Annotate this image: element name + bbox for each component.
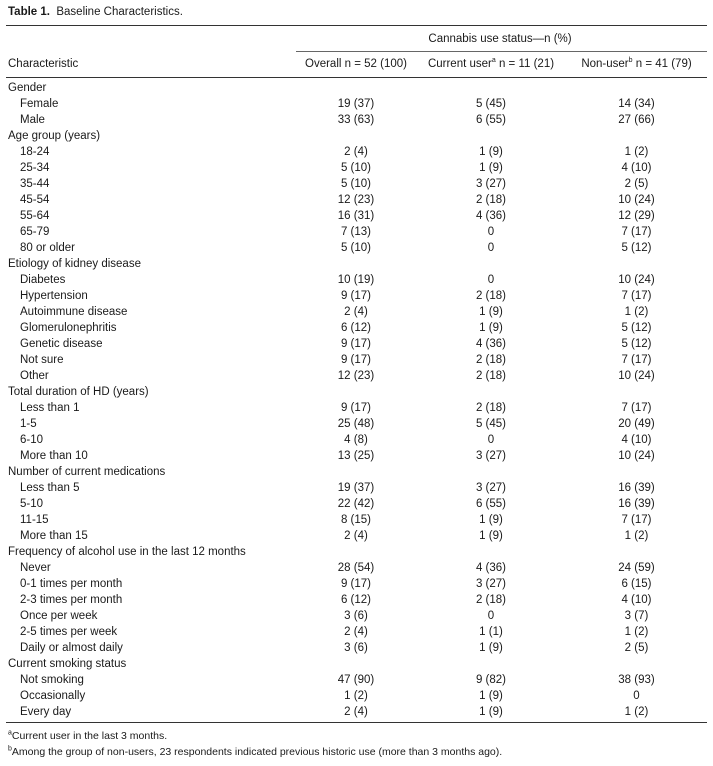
non-user-value — [566, 544, 707, 560]
overall-value: 2 (4) — [344, 530, 368, 542]
table-row — [6, 272, 707, 288]
row-label: 5-10 — [20, 498, 44, 510]
footnote-a — [8, 730, 167, 742]
overall-value — [296, 128, 416, 144]
section-label: Age group (years) — [8, 130, 101, 142]
row-label: 6-10 — [20, 434, 44, 446]
row-label: 2-3 times per month — [20, 594, 123, 606]
row-label: 25-34 — [20, 162, 50, 174]
overall-value: 2 (4) — [344, 626, 368, 638]
overall-value: 47 (90) — [337, 674, 375, 686]
table-row — [6, 592, 707, 608]
table-row — [6, 96, 707, 112]
row-label: 1-5 — [20, 418, 37, 430]
table-row — [6, 608, 707, 624]
row-label: Genetic disease — [20, 338, 103, 350]
non-user-value: 2 (5) — [624, 178, 649, 190]
overall-value — [296, 464, 416, 480]
row-label: 2-5 times per week — [20, 626, 118, 638]
non-user-value: 14 (34) — [618, 98, 655, 110]
current-user-value: 1 (9) — [479, 322, 503, 334]
table-row — [6, 112, 707, 128]
non-user-value — [566, 384, 707, 400]
current-user-value: 2 (18) — [475, 370, 507, 382]
row-label: Diabetes — [20, 274, 66, 286]
current-user-value — [416, 80, 566, 96]
current-user-value: 9 (82) — [475, 674, 507, 686]
overall-value: 9 (17) — [340, 402, 372, 414]
overall-value — [296, 656, 416, 672]
overall-value: 8 (15) — [340, 514, 372, 526]
row-label: Hypertension — [20, 290, 88, 302]
table-row — [6, 176, 707, 192]
non-user-value: 27 (66) — [618, 114, 655, 126]
column-header-current-user — [416, 58, 566, 70]
non-user-value: 1 (2) — [624, 530, 649, 542]
non-user-value: 1 (2) — [624, 146, 649, 158]
non-user-value: 5 (12) — [621, 338, 652, 350]
non-user-value: 1 (2) — [624, 306, 649, 318]
table-row — [6, 368, 707, 384]
current-user-value: 1 (9) — [479, 530, 503, 542]
table-row — [6, 672, 707, 688]
row-label: Occasionally — [20, 690, 86, 702]
table-row — [6, 144, 707, 160]
non-user-value: 4 (10) — [621, 162, 652, 174]
row-label: Never — [20, 562, 51, 574]
overall-value: 28 (54) — [337, 562, 375, 574]
section-label: Total duration of HD (years) — [8, 386, 149, 398]
current-user-value: 0 — [487, 434, 495, 446]
overall-value: 9 (17) — [340, 578, 372, 590]
non-user-value: 4 (10) — [621, 594, 652, 606]
non-user-value — [566, 80, 707, 96]
current-user-value: 4 (36) — [475, 338, 507, 350]
non-user-value: 4 (10) — [621, 434, 652, 446]
group-header: Cannabis use status—n (%) — [428, 33, 572, 45]
overall-value: 4 (8) — [344, 434, 368, 446]
current-user-value — [416, 656, 566, 672]
current-user-value: 1 (1) — [479, 626, 503, 638]
table-row — [6, 400, 707, 416]
non-user-value: 10 (24) — [618, 274, 655, 286]
non-user-value: 16 (39) — [618, 482, 655, 494]
non-user-value: 10 (24) — [618, 194, 655, 206]
row-label: Once per week — [20, 610, 98, 622]
current-user-value: 3 (27) — [475, 578, 507, 590]
current-user-label: Current user — [427, 58, 492, 70]
row-label: 18-24 — [20, 146, 50, 158]
overall-value — [296, 544, 416, 560]
top-rule — [6, 25, 707, 26]
table-row — [6, 512, 707, 528]
section-label: Number of current medications — [8, 466, 166, 478]
table-row — [6, 448, 707, 464]
current-user-value: 2 (18) — [475, 402, 507, 414]
table-row — [6, 480, 707, 496]
current-user-value: 1 (9) — [479, 514, 503, 526]
row-label: 45-54 — [20, 194, 50, 206]
non-user-count: n = 41 (79) — [632, 58, 692, 70]
row-label: 80 or older — [20, 242, 75, 254]
overall-value: 3 (6) — [344, 610, 368, 622]
row-label: 65-79 — [20, 226, 50, 238]
table-number: Table 1. — [8, 6, 50, 18]
footnote-b-text: Among the group of non-users, 23 respondents indicated previous historic use (more than 3 months ago). — [11, 746, 503, 758]
current-user-value: 3 (27) — [475, 450, 507, 462]
row-label: Not sure — [20, 354, 64, 366]
non-user-value: 5 (12) — [621, 322, 652, 334]
current-user-value: 1 (9) — [479, 146, 503, 158]
overall-value — [296, 256, 416, 272]
overall-value: 9 (17) — [340, 338, 372, 350]
table-row — [6, 192, 707, 208]
overall-value: 25 (48) — [337, 418, 375, 430]
table-caption: Baseline Characteristics. — [56, 6, 183, 18]
non-user-value — [566, 128, 707, 144]
overall-value: 9 (17) — [340, 290, 372, 302]
row-label: Male — [20, 114, 45, 126]
group-header-rule — [296, 51, 707, 52]
current-user-value — [416, 544, 566, 560]
current-user-value — [416, 128, 566, 144]
non-user-value: 38 (93) — [618, 674, 655, 686]
overall-value: 10 (19) — [337, 274, 375, 286]
row-label: Less than 1 — [20, 402, 80, 414]
table-row — [6, 560, 707, 576]
table-row — [6, 640, 707, 656]
current-user-footnote-mark: a — [491, 57, 496, 65]
section-row — [6, 80, 707, 96]
section-row — [6, 544, 707, 560]
footnote-a-mark: a — [8, 729, 12, 737]
row-label: More than 15 — [20, 530, 88, 542]
table-row — [6, 320, 707, 336]
overall-value: 9 (17) — [340, 354, 372, 366]
non-user-label: Non-user — [581, 58, 629, 70]
non-user-value: 10 (24) — [618, 450, 655, 462]
non-user-value: 3 (7) — [624, 610, 649, 622]
bottom-rule — [6, 722, 707, 723]
section-label: Etiology of kidney disease — [8, 258, 141, 270]
non-user-value: 5 (12) — [621, 242, 652, 254]
non-user-value: 12 (29) — [618, 210, 655, 222]
non-user-value: 1 (2) — [624, 706, 649, 718]
current-user-value — [416, 464, 566, 480]
current-user-value: 5 (45) — [475, 418, 507, 430]
current-user-count: n = 11 (21) — [495, 58, 555, 70]
row-label: 55-64 — [20, 210, 50, 222]
current-user-value: 5 (45) — [475, 98, 507, 110]
overall-value: 2 (4) — [344, 146, 368, 158]
row-label: Not smoking — [20, 674, 84, 686]
row-label: Every day — [20, 706, 72, 718]
non-user-value: 16 (39) — [618, 498, 655, 510]
column-header-overall: Overall n = 52 (100) — [305, 58, 407, 70]
current-user-value: 1 (9) — [479, 690, 503, 702]
overall-value — [296, 384, 416, 400]
footnote-b — [8, 746, 502, 758]
non-user-value: 7 (17) — [621, 354, 652, 366]
overall-value: 33 (63) — [337, 114, 375, 126]
overall-value: 19 (37) — [337, 482, 375, 494]
overall-value: 6 (12) — [340, 322, 372, 334]
non-user-value — [566, 256, 707, 272]
current-user-value: 0 — [487, 242, 495, 254]
non-user-value — [566, 656, 707, 672]
overall-value — [296, 80, 416, 96]
row-label: Female — [20, 98, 59, 110]
row-label: 0-1 times per month — [20, 578, 123, 590]
section-label: Frequency of alcohol use in the last 12 months — [8, 546, 246, 558]
column-header-non-user — [566, 58, 707, 70]
current-user-value — [416, 256, 566, 272]
current-user-value: 4 (36) — [475, 210, 507, 222]
overall-value: 5 (10) — [340, 178, 372, 190]
section-row — [6, 656, 707, 672]
current-user-value: 1 (9) — [479, 642, 503, 654]
current-user-value: 3 (27) — [475, 482, 507, 494]
overall-value: 12 (23) — [337, 194, 375, 206]
table-row — [6, 688, 707, 704]
section-row — [6, 256, 707, 272]
non-user-value: 24 (59) — [618, 562, 655, 574]
current-user-value: 6 (55) — [475, 498, 507, 510]
non-user-value: 7 (17) — [621, 226, 652, 238]
non-user-value: 2 (5) — [624, 642, 649, 654]
table-title — [8, 6, 183, 18]
table-row — [6, 160, 707, 176]
current-user-value: 0 — [487, 274, 495, 286]
current-user-value — [416, 384, 566, 400]
section-row — [6, 384, 707, 400]
overall-value: 5 (10) — [340, 242, 372, 254]
table-row — [6, 416, 707, 432]
section-row — [6, 464, 707, 480]
table-body — [6, 80, 707, 720]
table-row — [6, 624, 707, 640]
overall-value: 19 (37) — [337, 98, 375, 110]
table-row — [6, 576, 707, 592]
row-label: 11-15 — [20, 514, 49, 526]
current-user-value: 1 (9) — [479, 706, 503, 718]
footnote-b-mark: b — [8, 745, 12, 753]
non-user-value — [566, 464, 707, 480]
overall-value: 3 (6) — [344, 642, 368, 654]
row-label: Autoimmune disease — [20, 306, 128, 318]
non-user-value: 7 (17) — [621, 290, 652, 302]
current-user-value: 2 (18) — [475, 354, 507, 366]
non-user-value: 0 — [633, 690, 640, 702]
overall-value: 6 (12) — [340, 594, 372, 606]
section-label: Gender — [8, 82, 47, 94]
section-row — [6, 128, 707, 144]
row-label: More than 10 — [20, 450, 88, 462]
column-header-characteristic: Characteristic — [8, 58, 79, 70]
section-label: Current smoking status — [8, 658, 127, 670]
current-user-value: 1 (9) — [479, 306, 503, 318]
row-label: Less than 5 — [20, 482, 80, 494]
overall-value: 1 (2) — [344, 690, 368, 702]
overall-value: 2 (4) — [344, 306, 368, 318]
overall-value: 5 (10) — [340, 162, 372, 174]
row-label: 35-44 — [20, 178, 50, 190]
table-row — [6, 240, 707, 256]
table-row — [6, 496, 707, 512]
table-row — [6, 208, 707, 224]
table-row — [6, 288, 707, 304]
overall-value: 7 (13) — [340, 226, 372, 238]
row-label: Other — [20, 370, 49, 382]
overall-value: 12 (23) — [337, 370, 375, 382]
non-user-value: 7 (17) — [621, 402, 652, 414]
current-user-value: 2 (18) — [475, 290, 507, 302]
non-user-value: 7 (17) — [621, 514, 652, 526]
current-user-value: 0 — [487, 226, 495, 238]
current-user-value: 4 (36) — [475, 562, 507, 574]
current-user-value: 2 (18) — [475, 594, 507, 606]
table-row — [6, 352, 707, 368]
overall-value: 22 (42) — [337, 498, 375, 510]
overall-value: 13 (25) — [337, 450, 375, 462]
non-user-footnote-mark: b — [628, 57, 633, 65]
non-user-value: 10 (24) — [618, 370, 655, 382]
table-row — [6, 528, 707, 544]
data-table — [6, 80, 707, 720]
footnote-a-text: Current user in the last 3 months. — [11, 730, 168, 742]
current-user-value: 1 (9) — [479, 162, 503, 174]
table-row — [6, 224, 707, 240]
current-user-value: 6 (55) — [475, 114, 507, 126]
header-bottom-rule — [6, 77, 707, 78]
row-label: Daily or almost daily — [20, 642, 123, 654]
current-user-value: 3 (27) — [475, 178, 507, 190]
non-user-value: 20 (49) — [618, 418, 655, 430]
table-row — [6, 304, 707, 320]
non-user-value: 6 (15) — [621, 578, 652, 590]
overall-value: 2 (4) — [344, 706, 368, 718]
table-row — [6, 336, 707, 352]
non-user-value: 1 (2) — [624, 626, 649, 638]
current-user-value: 2 (18) — [475, 194, 507, 206]
table-row — [6, 704, 707, 720]
current-user-value: 0 — [487, 610, 495, 622]
overall-value: 16 (31) — [337, 210, 375, 222]
table-row — [6, 432, 707, 448]
row-label: Glomerulonephritis — [20, 322, 117, 334]
